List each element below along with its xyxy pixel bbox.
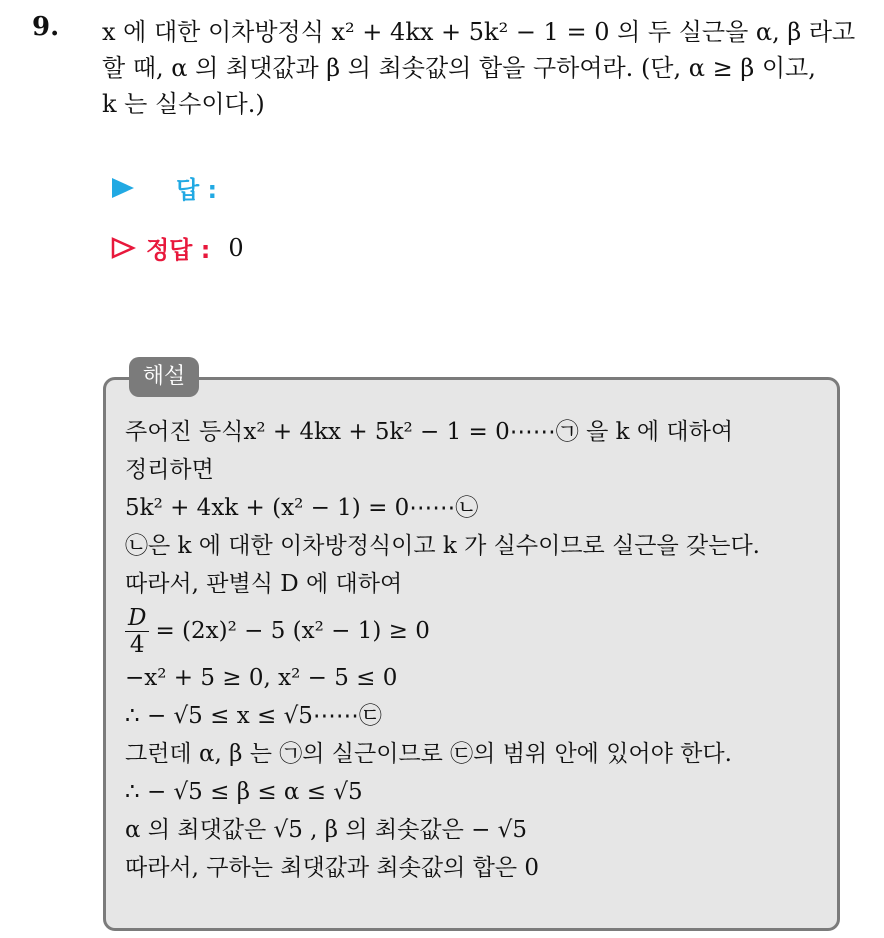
answer-label: 답 :	[176, 176, 218, 204]
fraction-denominator: 4	[129, 631, 145, 658]
problem-number: 9.	[32, 12, 60, 42]
fraction	[125, 605, 149, 658]
question-line: k 는 실수이다.)	[102, 90, 265, 118]
solution-line: = (2x)² − 5 (x² − 1) ≥ 0	[155, 618, 430, 644]
solution-tag: 해설	[129, 357, 199, 397]
solution-line: ∴ − √5 ≤ x ≤ √5⋯⋯㉢	[125, 703, 382, 729]
solution-line: 따라서, 판별식 D 에 대하여	[125, 571, 403, 597]
solution-line: −x² + 5 ≥ 0, x² − 5 ≤ 0	[125, 665, 398, 691]
fraction-numerator: D	[125, 605, 149, 632]
question-line: 할 때, α 의 최댓값과 β 의 최솟값의 합을 구하여라. (단, α ≥ β 이고,	[102, 54, 816, 82]
solution-content	[125, 413, 825, 887]
solution-line: 그런데 α, β 는 ㉠의 실근이므로 ㉢의 범위 안에 있어야 한다.	[125, 741, 732, 767]
correct-answer-value: 0	[228, 233, 244, 262]
solution-line: 따라서, 구하는 최댓값과 최솟값의 합은 0	[125, 855, 539, 881]
answer-row[interactable]	[110, 170, 217, 205]
solution-fraction-line	[125, 603, 825, 659]
solution-line: α 의 최댓값은 √5 , β 의 최솟값은 − √5	[125, 817, 527, 843]
solution-line: ∴ − √5 ≤ β ≤ α ≤ √5	[125, 779, 363, 805]
outline-triangle-icon	[110, 236, 136, 260]
solution-line: 정리하면	[125, 457, 214, 483]
solution-line: 5k² + 4xk + (x² − 1) = 0⋯⋯㉡	[125, 495, 479, 521]
question-line: x 에 대한 이차방정식 x² + 4kx + 5k² − 1 = 0 의 두 실근을 α, β 라고	[102, 18, 856, 46]
solution-line: 주어진 등식x² + 4kx + 5k² − 1 = 0⋯⋯㉠ 을 k 에 대하여	[125, 419, 734, 445]
correct-answer-label: 정답 :	[146, 236, 211, 264]
solution-line: ㉡은 k 에 대한 이차방정식이고 k 가 실수이므로 실근을 갖는다.	[125, 533, 760, 559]
filled-triangle-icon	[110, 176, 136, 200]
correct-answer-row	[110, 230, 244, 265]
question-text	[102, 14, 862, 122]
